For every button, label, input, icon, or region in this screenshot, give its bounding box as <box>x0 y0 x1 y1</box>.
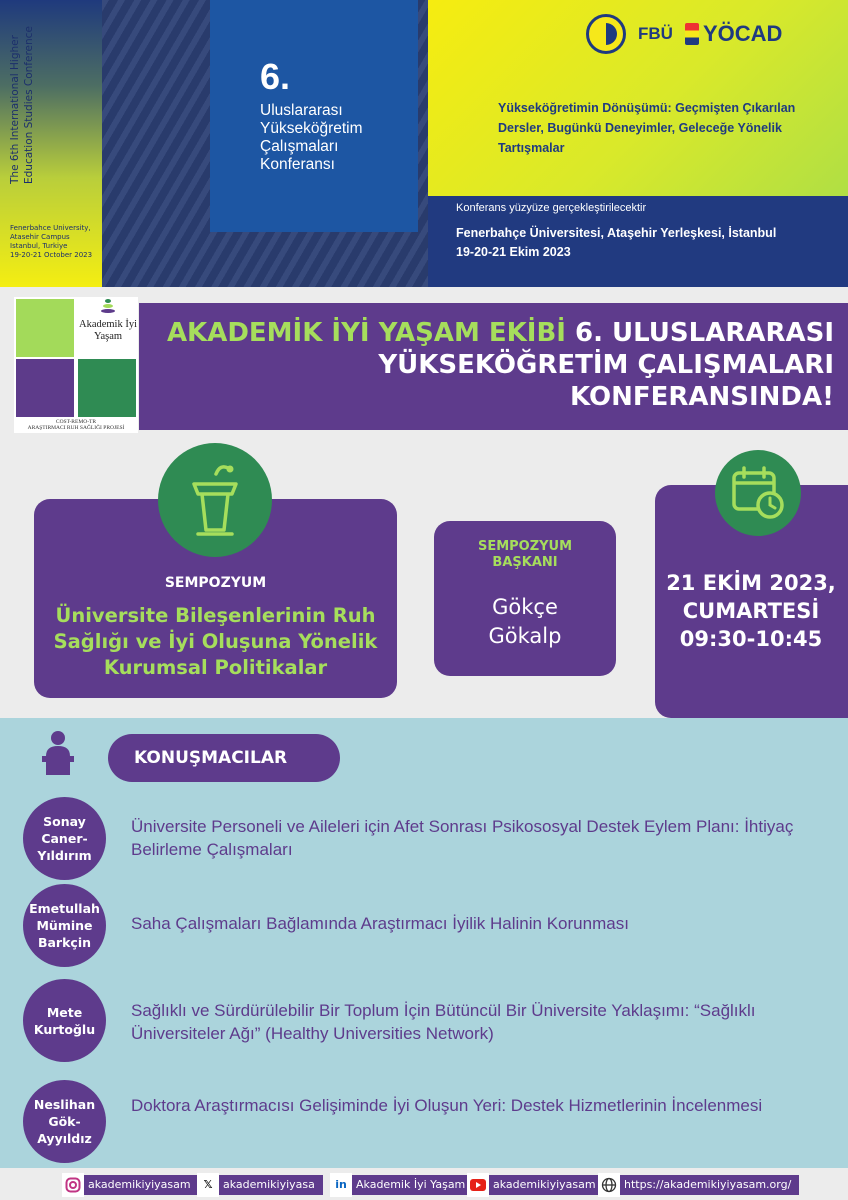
partner-logos <box>586 14 782 54</box>
akademik-iyi-yasam-logo <box>14 297 138 433</box>
chair-label: SEMPOZYUM BAŞKANI <box>477 539 573 570</box>
conference-name-box <box>210 0 418 232</box>
venue-line: Atasehir Campus <box>10 233 70 241</box>
symposium-chair-card <box>434 521 616 676</box>
globe-icon <box>598 1173 620 1197</box>
calendar-icon <box>715 450 801 536</box>
chair-name: Gökçe Gökalp <box>488 595 562 648</box>
instagram-link[interactable] <box>62 1175 199 1195</box>
youtube-link[interactable] <box>467 1175 604 1195</box>
venue-line: Istanbul, Turkiye <box>10 242 68 250</box>
conference-location <box>456 224 776 262</box>
english-conference-title: The 6th International Higher Education Studies Conference <box>9 26 35 184</box>
fbu-logo: FBÜ <box>638 24 673 43</box>
x-link[interactable] <box>197 1175 323 1195</box>
website-url: https://akademikiyiyasam.org/ <box>624 1178 792 1191</box>
youtube-handle: akademikiyiyasam <box>493 1178 596 1191</box>
speakers-section <box>0 718 848 1168</box>
title-banner <box>139 303 848 430</box>
org-name: Akademik İyi Yaşam <box>78 319 138 342</box>
instagram-handle: akademikiyiyasam <box>88 1178 191 1191</box>
venue-line: 19-20-21 October 2023 <box>10 251 93 259</box>
symposium-label: SEMPOZYUM <box>164 575 267 591</box>
linkedin-handle: Akademik İyi Yaşam <box>356 1178 466 1191</box>
talk-title: Doktora Araştırmacısı Gelişiminde İyi Oluşun Yeri: Destek Hizmetlerinin İncelenmesi <box>131 1096 763 1115</box>
youtube-icon <box>467 1173 489 1197</box>
linkedin-icon: in <box>330 1173 352 1197</box>
speaker-name: Emetullah Mümine Barkçin <box>23 884 106 967</box>
yocad-logo <box>685 21 782 47</box>
page-title <box>144 317 834 413</box>
speaker-name: Mete Kurtoğlu <box>23 979 106 1062</box>
session-date: 21 EKİM 2023, CUMARTESİ 09:30-10:45 <box>666 571 836 651</box>
conference-number: 6. <box>260 56 291 97</box>
title-accent: AKADEMİK İYİ YAŞAM EKİBİ <box>166 318 566 348</box>
stacked-stones-icon <box>100 299 116 311</box>
speakers-heading: KONUŞMACILAR <box>108 734 340 782</box>
speaker-name: Neslihan Gök-Ayyıldız <box>23 1080 106 1163</box>
location-text: Fenerbahçe Üniversitesi, Ataşehir Yerleşkesi, İstanbul <box>456 226 777 240</box>
yocad-text: YÖCAD <box>702 21 783 46</box>
fenerbahce-seal-logo <box>586 14 626 54</box>
conference-format: Konferans yüzyüze gerçekleştirilecektir <box>456 202 647 214</box>
talk-title: Sağlıklı ve Sürdürülebilir Bir Toplum İçin Bütüncül Bir Üniversite Yaklaşımı: “Sağlıklı Üniversiteler Ağı” (Healthy Universities Network) <box>131 1001 756 1043</box>
linkedin-link[interactable] <box>330 1175 473 1195</box>
talk-title: Üniversite Personeli ve Aileleri için Afet Sonrası Psikososyal Destek Eylem Planı: İhtiyaç Belirleme Çalışmaları <box>131 817 794 859</box>
venue-line: Fenerbahce University, <box>10 224 91 232</box>
org-tagline-line: ARAŞTIRMACI RUH SAĞLIĞI PROJESİ <box>27 425 125 431</box>
talk-title: Saha Çalışmaları Bağlamında Araştırmacı İyilik Halinin Korunması <box>131 914 629 933</box>
speaker-at-podium-icon <box>38 730 78 780</box>
x-handle: akademikiyiyasa <box>223 1178 315 1191</box>
logo-tile <box>16 359 74 417</box>
yocad-mark-icon <box>685 23 699 45</box>
conference-header <box>0 0 848 287</box>
org-tagline <box>16 419 136 431</box>
instagram-icon <box>62 1173 84 1197</box>
logo-tile <box>16 299 74 357</box>
symposium-topic: Üniversite Bileşenlerinin Ruh Sağlığı ve İyi Oluşuna Yönelik Kurumsal Politikalar <box>53 604 378 679</box>
logo-tile <box>78 359 136 417</box>
social-footer <box>0 1168 848 1200</box>
website-link[interactable] <box>598 1175 799 1195</box>
org-tagline-line: COST-REMO-TR <box>55 419 97 425</box>
x-icon: 𝕏 <box>197 1173 219 1197</box>
venue-panel <box>428 196 848 287</box>
english-venue <box>10 224 100 260</box>
header-left-strip <box>0 0 102 287</box>
conference-name: Uluslararası Yükseköğretim Çalışmaları Konferansı <box>260 102 363 173</box>
conference-theme: Yükseköğretimin Dönüşümü: Geçmişten Çıkarılan Dersler, Bugünkü Deneyimler, Geleceğe Yönelik Tartışmalar <box>498 101 796 155</box>
theme-panel <box>428 0 848 196</box>
title-rest: 6. ULUSLARARASI YÜKSEKÖĞRETİM ÇALIŞMALARI KONFERANSINDA! <box>378 318 834 412</box>
podium-icon <box>158 443 272 557</box>
speaker-name: Sonay Caner-Yıldırım <box>23 797 106 880</box>
conference-dates: 19-20-21 Ekim 2023 <box>456 245 571 259</box>
